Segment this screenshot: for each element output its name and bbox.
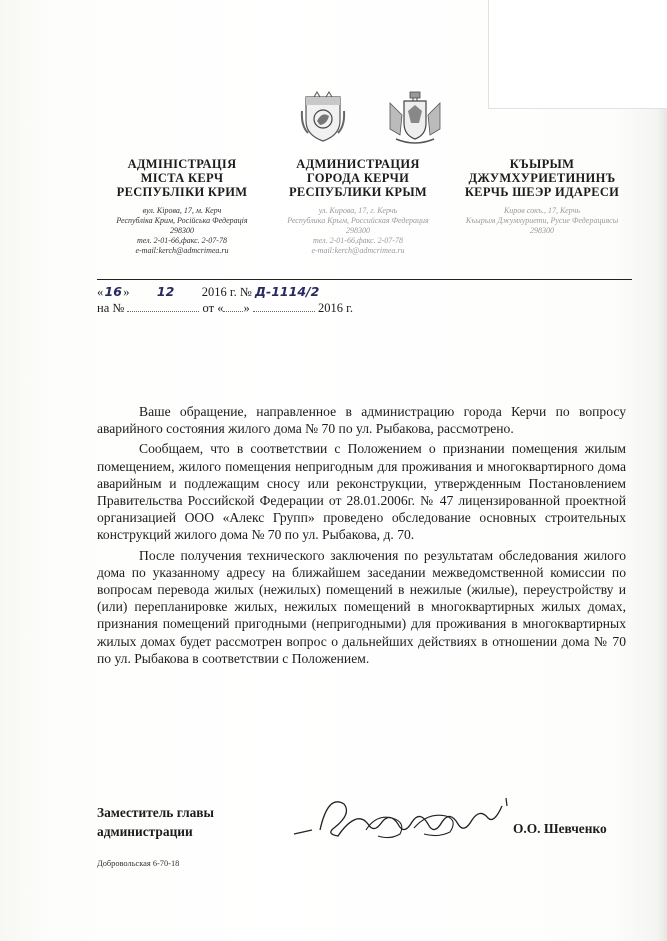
org-name-line: ГОРОДА КЕРЧИ <box>306 171 410 185</box>
org-name-line: РЕСПУБЛИКИ КРЫМ <box>288 185 428 199</box>
address-line: тел. 2-01-66,факс. 2-07-78 <box>137 236 227 245</box>
quote-open: « <box>97 285 104 299</box>
body-paragraph: Ваше обращение, направленное в администрацию города Керчи по вопросу аварийного состояния жилого дома № 70 по ул. Рыбакова, рассмотрено. <box>97 404 626 437</box>
org-name-line: ДЖУМХУРИЕТИНИНЪ <box>468 171 616 185</box>
blank-corner-area <box>488 0 667 109</box>
reference-prefix: на № <box>97 301 125 315</box>
signatory-title <box>97 803 214 841</box>
address-line: Республика Крым, Российская Федерация <box>287 216 429 225</box>
reference-month-blank <box>253 300 315 312</box>
body-paragraph: Сообщаем, что в соответствии с Положением о признании помещения жилым помещением, жилого помещения непригодным для проживания и многоквартирного дома аварийным и подлежащим сносу или реконструкции, утвержденным Постановлением Правительства Российской Федерации от 28.01.2006г. № 47 лицензированной проектной организацией ООО «Алекс Групп» проведено обследование основных строительных конструкций жилого дома № 70 по ул. Рыбакова, д. 70. <box>97 441 626 543</box>
incoming-reference <box>97 300 353 316</box>
address-ukrainian <box>92 206 272 256</box>
reference-number-blank <box>127 300 199 312</box>
signatory-title-line: Заместитель главы <box>97 805 214 820</box>
letter-body <box>97 403 626 670</box>
org-name-line: КЕРЧЬ ШЕЭР ИДАРЕСИ <box>464 185 620 199</box>
outgoing-registration <box>97 284 319 300</box>
signatory-name: О.О. Шевченко <box>513 821 607 836</box>
quote-close: » <box>123 285 130 299</box>
header-crimean-tatar <box>452 157 632 236</box>
address-crimean-tatar <box>452 206 632 236</box>
address-line: Къырым Джумхуриети, Русие Федерациясы <box>465 216 619 225</box>
header-ukrainian <box>92 157 272 256</box>
handwritten-reg-number: Д-1114/2 <box>254 284 320 299</box>
org-name-ukrainian <box>92 157 272 199</box>
reference-from: от « <box>202 301 224 315</box>
address-line: Республіка Крим, Російська Федерація <box>116 216 248 225</box>
address-russian <box>268 206 448 256</box>
handwritten-month: 12 <box>156 284 175 299</box>
reference-close: » <box>243 301 250 315</box>
address-line: 298300 <box>530 226 554 235</box>
org-name-line: АДМІНІСТРАЦІЯ <box>127 157 237 171</box>
kerch-coat-of-arms-icon <box>386 89 444 147</box>
address-line: e-mail:kerch@admcrimea.ru <box>135 246 229 255</box>
org-name-line: РЕСПУБЛІКИ КРИМ <box>116 185 248 199</box>
address-line: тел. 2-01-66,факс. 2-07-78 <box>313 236 403 245</box>
org-name-russian <box>268 157 448 199</box>
handwritten-day: 16 <box>104 284 122 299</box>
header-russian <box>268 157 448 256</box>
year-number-label: 2016 г. № <box>201 285 252 299</box>
address-line: ул. Кирова, 17, г. Керчь <box>318 206 398 215</box>
handwritten-signature <box>282 784 514 844</box>
address-line: 298300 <box>346 226 370 235</box>
address-line: e-mail:kerch@admcrimea.ru <box>311 246 405 255</box>
executor-contact: Добровольская 6-70-18 <box>97 859 180 868</box>
header-divider <box>97 279 632 280</box>
reference-day-blank <box>223 300 243 312</box>
address-line: вул. Кірова, 17, м. Керч <box>142 206 222 215</box>
org-name-line: КЪЫРЫМ <box>509 157 575 171</box>
org-name-crimean-tatar <box>452 157 632 199</box>
scan-shadow <box>657 0 667 941</box>
signatory-title-line: администрации <box>97 824 193 839</box>
body-paragraph: После получения технического заключения по результатам обследования жилого дома по указанному адресу на ближайшем заседании межведомственной комиссии по вопросам перевода жилых (нежилых) помещений в нежилые (жилые), переустройству и (или) перепланировке жилых, нежилых помещений в многоквартирных жилых домах, признания помещений пригодными (непригодными) для проживания в многоквартирных жилых домах будет рассмотрен вопрос о дальнейших действиях в отношении дома № 70 по ул. Рыбакова в соответствии с Положением. <box>97 547 626 666</box>
address-line: Киров сокъ., 17, Керчь <box>503 206 581 215</box>
org-name-line: АДМИНИСТРАЦИЯ <box>296 157 420 171</box>
org-name-line: МІСТА КЕРЧ <box>140 171 224 185</box>
address-line: 298300 <box>170 226 194 235</box>
reference-year: 2016 г. <box>317 301 353 315</box>
crimea-coat-of-arms-icon <box>300 91 346 143</box>
